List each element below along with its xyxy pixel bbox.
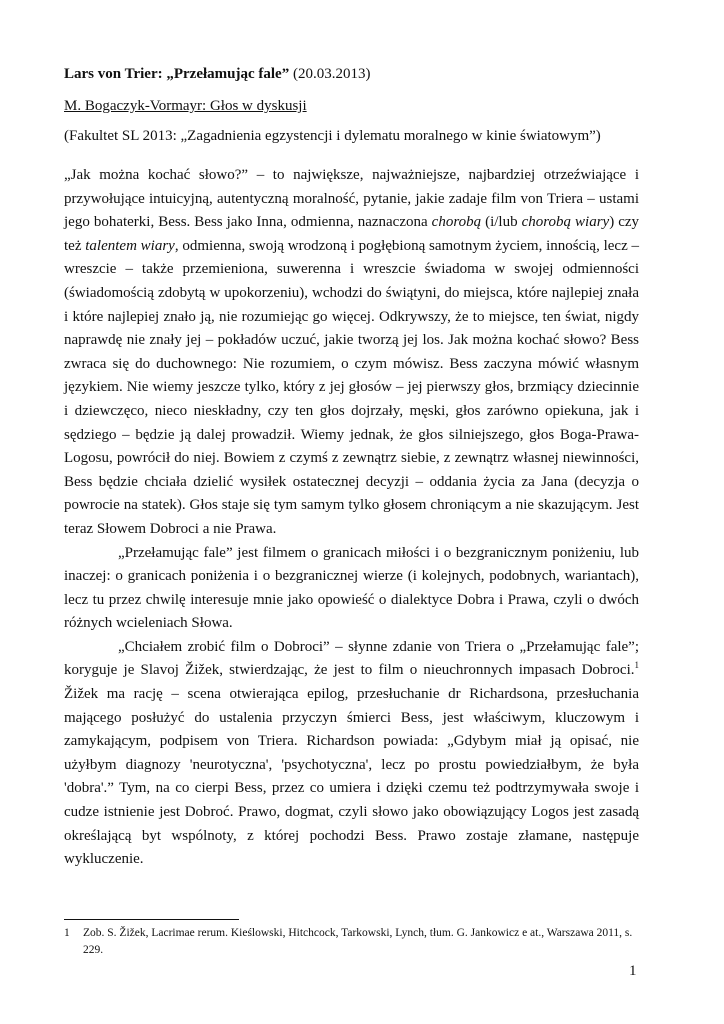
document-body	[64, 164, 639, 872]
page-number: 1	[629, 963, 637, 979]
faculty-line: (Fakultet SL 2013: „Zagadnienia egzystencji i dylematu moralnego w kinie światowym”)	[64, 128, 601, 144]
footnote-ref[interactable]: 1	[634, 660, 639, 671]
paragraph-2: „Przełamując fale” jest filmem o granicach miłości i o bezgranicznym poniżeniu, lub inaczej: o granicach poniżenia i o bezgranicznej wierze (i kolejnych, podobnych, wariantach), lecz tu przez chwilę interesuje mnie jako opowieść o dialektyce Dobra i Prawa, czyli o dwóch różnych wcieleniach Słowa.	[64, 544, 639, 632]
p3-text-a: „Chciałem zrobić film o Dobroci” – słynne zdanie von Triera o „Przełamując fale”; koryguje je Slavoj Žižek, stwierdzając, że jest to film o nieuchronnych impasach Dobroci.	[64, 638, 639, 679]
title-bold: Lars von Trier: „Przełamując fale”	[64, 66, 290, 82]
paragraph-3	[64, 636, 639, 872]
document-title	[64, 66, 370, 83]
title-date: (20.03.2013)	[289, 66, 371, 82]
p3-text-b: Žižek ma rację – scena otwierająca epilog, przesłuchanie dr Richardsona, przesłuchania mającego posłużyć do ustalenia przyczyn śmierci Bess, jest właściwym, kluczowym i zamykającym, podpisem von Triera. Richardson powiada: „Gdybym miał ją opisać, nie użyłbym diagnozy 'neurotyczna', 'psychotyczna', lecz po prostu powiedziałbym, że była 'dobra'.” Tym, na co cierpi Bess, przez co umiera i dzięki czemu też podtrzymywała swoje i cudze istnienie jest Dobroć. Prawo, dogmat, czyli słowo jako obowiązujący Logos jest zasadą określającą byt wspólnoty, z której pochodzi Bess. Prawo zostaje złamane, następuje wykluczenie.	[64, 686, 639, 868]
p1-text-a: „Jak można kochać słowo?” – to największe, najważniejsze, najbardziej otrzeźwiające i przywołujące intuicyjną, autentyczną moralność, pytanie, jakie zadaje film von Triera – ustami jego bohaterki, Bess. Bess jako Inna, odmienna, naznaczona	[64, 167, 639, 231]
p1-text-d: , odmienna, swoją wrodzoną i pogłębioną samotnym życiem, innością, lecz – wreszcie – także przemieniona, suwerenna i wreszcie świadoma w swojej odmienności (świadomością zdobytą w upokorzeniu), wchodzi do świątyni, do miejsca, które najlepiej znała i które najlepiej znało ją, nie rozumiejąc go więcej. Odkrywszy, że to miejsce, ten świat, nigdy naprawdę nie znały jej – pokładów uczuć, jakie tworzą jej los. Jak można kochać słowo? Bess zwraca się do duchownego: Nie rozumiem, o czym mówisz. Bess zaczyna mówić własnym językiem. Nie wiemy jeszcze tylko, który z jej głosów – jej pierwszy głos, brzmiący dziecinnie i dziewczęco, nieco nieskładny, czy ten głos dojrzały, męski, głos zarówno opiekuna, jak i sędziego – będzie ją dalej prowadził. Wiemy jednak, że głos silniejszego, głos Boga-Prawa-Logosu, powrócił do niej. Bowiem z czymś z zewnątrz siebie, z zewnątrz własnej niewinności, Bess będzie chciała dzielić wysiłek ostatecznej decyzji – oddania życia za Jana (decyzja o powrocie na statek). Głos staje się tym samym tylko głosem chroniącym a nie skazującym. Jest teraz Słowem Dobroci a nie Prawa.	[64, 237, 640, 537]
p1-text-c: ) czy też	[64, 214, 640, 254]
author-line: M. Bogaczyk-Vormayr: Głos w dyskusji	[64, 98, 307, 114]
p1-italic-3: talentem wiary	[85, 237, 175, 254]
footnote-divider	[64, 919, 239, 920]
footnote-text: Zob. S. Žižek, Lacrimae rerum. Kieślowski, Hitchcock, Tarkowski, Lynch, tłum. G. Jankowicz e at., Warszawa 2011, s. 229.	[83, 927, 633, 956]
paragraph-1	[64, 164, 639, 542]
p1-italic-2: chorobą wiary	[521, 214, 610, 231]
footnote-number: 1	[64, 927, 70, 939]
p1-text-b: (i/lub	[481, 214, 522, 231]
p1-italic-1: chorobą	[431, 214, 482, 231]
footnote	[64, 925, 639, 959]
